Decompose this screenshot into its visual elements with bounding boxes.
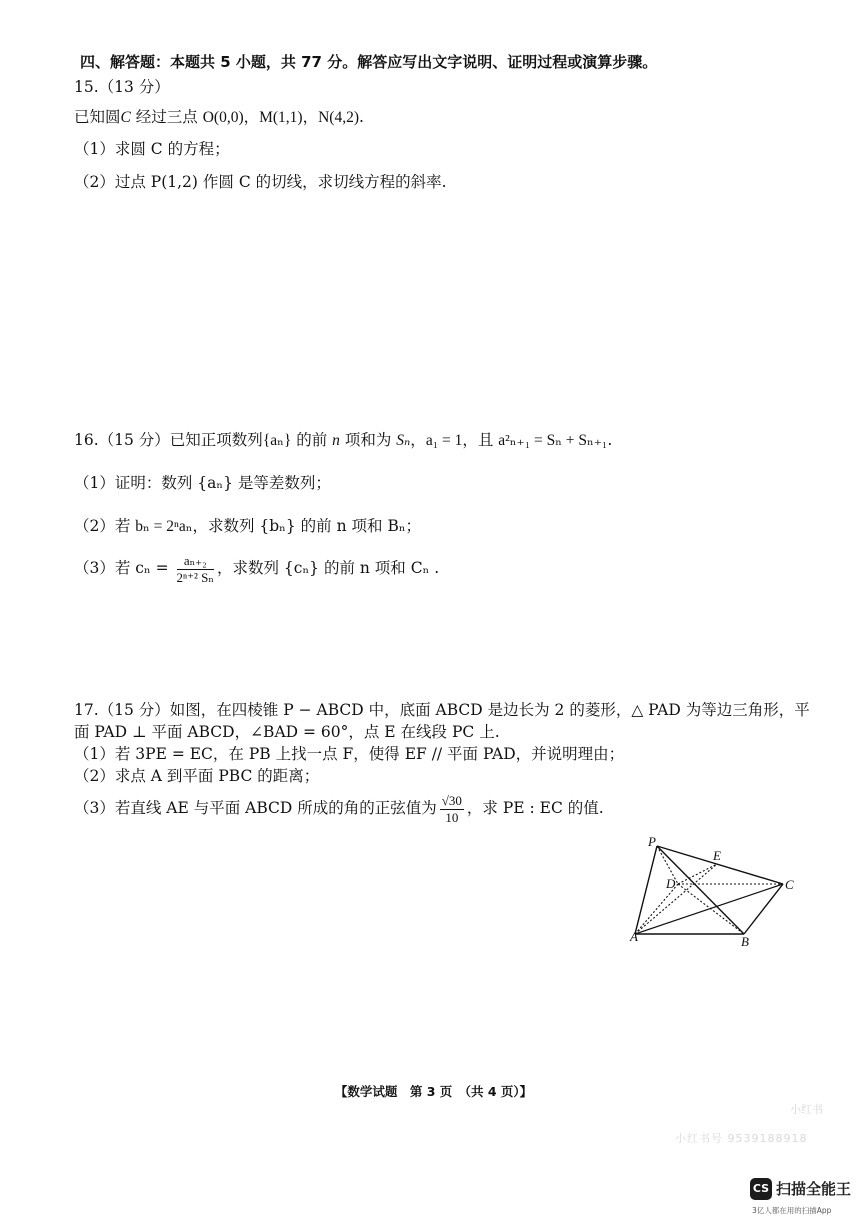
q16-mid3: ， [410,431,426,449]
q15-stem-text: 已知圆 [74,108,121,126]
q16-part2-pre: （2）若 [74,517,136,535]
q16-part3 [74,552,439,586]
q16-mid2: 项和为 [339,431,397,449]
q15-part2: （2）过点 P(1,2) 作圆 C 的切线，求切线方程的斜率. [74,173,447,191]
q15-stem-c: C [120,109,131,126]
q16-part3-den: 2ⁿ⁺² Sₙ [176,569,214,585]
q16-n: n [332,432,340,449]
q16-mid1: 的前 [291,431,333,449]
camscanner-name: 扫描全能王 [776,1180,852,1198]
q15-stem-mid: 经过三点 [130,108,203,126]
q17-part1: （1）若 3PE = EC，在 PB 上找一点 F，使得 EF // 平面 PAD，并说明理由； [74,745,625,763]
q17-line1: 17.（15 分）如图，在四棱锥 P − ABCD 中，底面 ABCD 是边长为 2 的菱形，△ PAD 为等边三角形，平 [74,701,810,719]
q16-part3-num: aₙ₊₂ [177,553,214,570]
q16-a1: a₁ = 1 [425,432,463,449]
page-footer: 【数学试题 第 3 页 （共 4 页）】 [334,1084,533,1099]
q17-part2: （2）求点 A 到平面 PBC 的距离； [74,767,320,785]
q16-mid4: ，且 [462,431,499,449]
section-heading: 四、解答题：本题共 5 小题，共 77 分。解答应写出文字说明、证明过程或演算步骤。 [80,53,658,71]
label-d: D [666,876,676,891]
q16-sn: Sₙ [396,432,411,449]
q16-part3-pre: （3）若 cₙ = [74,559,174,577]
label-a: A [630,929,638,944]
label-c: C [785,877,794,892]
camscanner-tagline: 3亿人都在用的扫描App [752,1206,832,1215]
q17-part3-den: 10 [445,809,459,825]
q17-part3-post: ，求 PE : EC 的值. [466,799,604,817]
label-p: P [648,834,656,849]
camscanner-logo-icon: CS [750,1178,772,1200]
q15-part1: （1）求圆 C 的方程； [74,140,230,158]
watermark-id: 小红书号 9539188918 [675,1132,808,1145]
q15-stem-end: . [358,108,364,126]
q16-part1: （1）证明：数列 {aₙ} 是等差数列； [74,474,331,492]
watermark-small: 小红书 [790,1103,823,1116]
q17-line2: 面 PAD ⊥ 平面 ABCD，∠BAD = 60°，点 E 在线段 PC 上. [74,723,500,741]
q16-part3-post: ，求数列 {cₙ} 的前 n 项和 Cₙ . [217,559,440,577]
q16-prefix: 16.（15 分）已知正项数列 [74,431,263,449]
q17-part3-pre: （3）若直线 AE 与平面 ABCD 所成的角的正弦值为 [74,799,437,817]
q17-part3-num: √30 [441,792,462,808]
pyramid-figure [620,830,810,950]
label-b: B [741,934,749,949]
q16-part2-def: bₙ = 2ⁿaₙ [135,518,193,535]
q15-points: O(0,0)，M(1,1)，N(4,2) [202,109,359,126]
q16-part2 [74,516,421,537]
q17-part3 [74,790,604,826]
q16-relation: a²ₙ₊₁ = Sₙ + Sₙ₊₁ [498,432,608,449]
q17-part3-fraction [440,793,464,826]
q15-stem [74,107,364,128]
q16-part3-fraction [177,553,214,586]
label-e: E [713,848,721,863]
q16-part2-post: ，求数列 {bₙ} 的前 n 项和 Bₙ； [192,517,422,535]
q15-number: 15.（13 分） [74,78,170,96]
q16-stem [74,430,612,451]
q16-end: . [607,431,613,449]
q16-seq-a: {aₙ} [262,432,292,449]
